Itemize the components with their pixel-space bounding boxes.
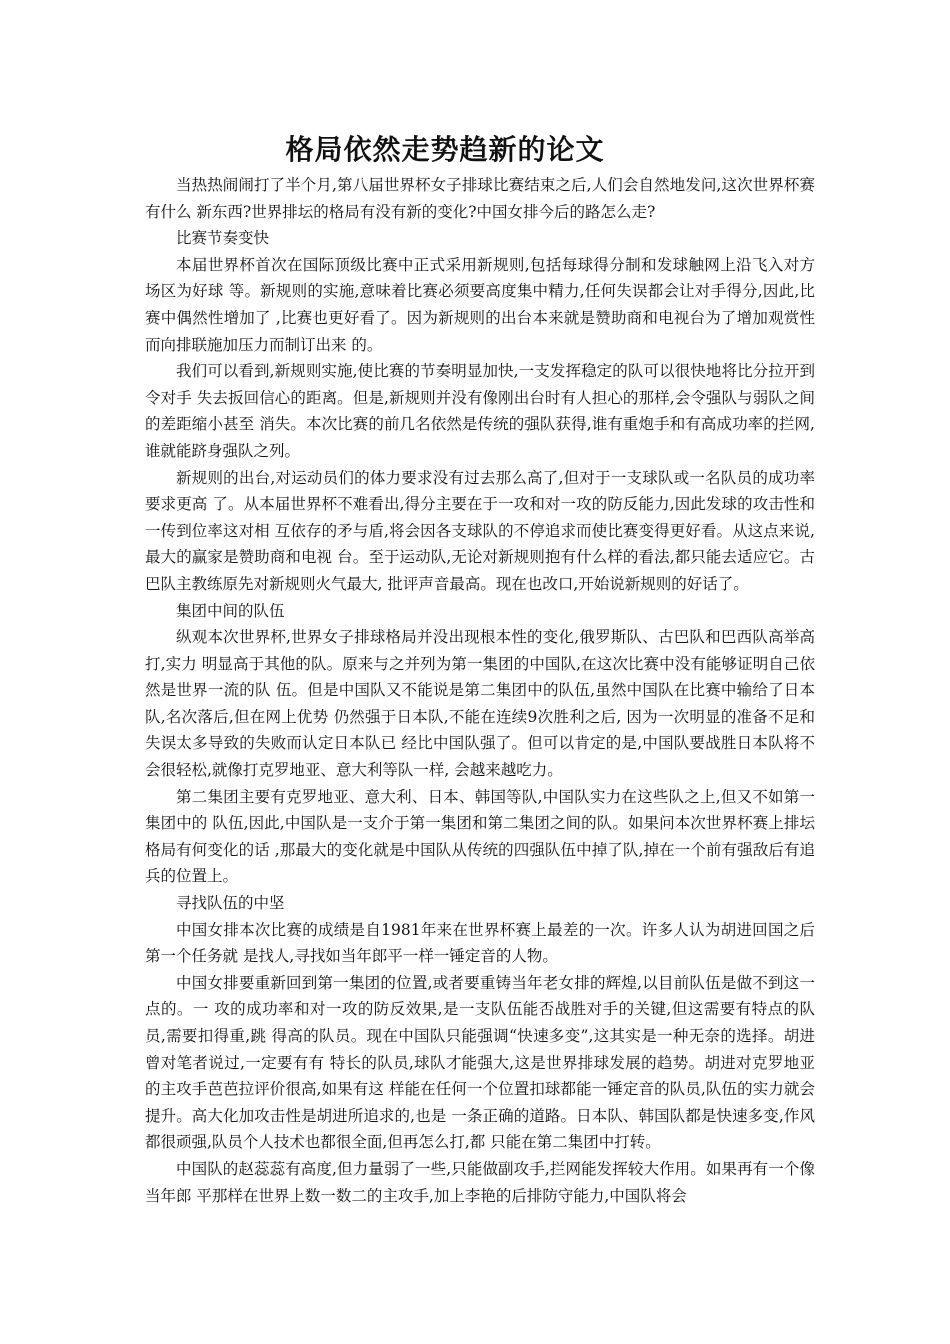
- section-heading: 比赛节奏变快: [176, 229, 270, 248]
- paragraph: 当热热闹闹打了半个月,第八届世界杯女子排球比赛结束之后,人们会自然地发问,这次世界杯赛有什么 新东西?世界排坛的格局有没有新的变化?中国女排今后的路怎么走?: [145, 176, 815, 221]
- paragraph: 纵观本次世界杯,世界女子排球格局并没出现根本性的变化,俄罗斯队、古巴队和巴西队高举高打,实力 明显高于其他的队。原来与之并列为第一集团的中国队,在这次比赛中没有能够证明自己依然是世界一流的队 伍。但是中国队又不能说是第二集团中的队伍,虽然中国队在比赛中输给了日本队,名次落后,但在网上优势 仍然强于日本队,不能在连续9次胜利之后, 因为一次明显的准备不足和失误太多导致的失败而认定日本队已 经比中国队强了。但可以肯定的是,中国队要战胜日本队将不会很轻松,就像打克罗地亚、意大利等队一样, 会越来越吃力。: [145, 628, 815, 780]
- paragraph: 中国队的赵蕊蕊有高度,但力量弱了一些,只能做副攻手,拦网能发挥较大作用。如果再有一个像当年郎 平那样在世界上数一数二的主攻手,加上李艳的后排防守能力,中国队将会: [145, 1159, 815, 1205]
- paragraph: 新规则的出台,对运动员们的体力要求没有过去那么高了,但对于一支球队或一名队员的成功率要求更高 了。从本届世界杯不难看出,得分主要在于一攻和对一攻的防反能力,因此发球的攻击性和一传到位率这对相 互依存的矛与盾,将会因各支球队的不停追求而使比赛变得更好看。从这点来说,最大的赢家是赞助商和电视 台。至于运动队,无论对新规则抱有什么样的看法,都只能去适应它。古巴队主教练原先对新规则火气最大, 批评声音最高。现在也改口,开始说新规则的好话了。: [145, 468, 815, 593]
- paragraph: 中国女排本次比赛的成绩是自1981年来在世界杯赛上最差的一次。许多人认为胡进回国之后第一个任务就 是找人,寻找如当年郎平一样一锤定音的人物。: [145, 920, 815, 966]
- paragraph: 本届世界杯首次在国际顶级比赛中正式采用新规则,包括每球得分制和发球触网上沿飞入对方场区为好球 等。新规则的实施,意味着比赛必须要高度集中精力,任何失误都会让对手得分,因此,比赛中偶然性增加了 ,比赛也更好看了。因为新规则的出台本来就是赞助商和电视台为了增加观赏性而向排联施加压力而制订出来 的。: [145, 255, 815, 354]
- section-heading: 寻找队伍的中坚: [176, 894, 285, 913]
- paragraph: 我们可以看到,新规则实施,使比赛的节奏明显加快,一支发挥稳定的队可以很快地将比分拉开到令对手 失去扳回信心的距离。但是,新规则并没有像刚出台时有人担心的那样,会令强队与弱队之间的差距缩小甚至 消失。本次比赛的前几名依然是传统的强队获得,谁有重炮手和有高成功率的拦网,谁就能跻身强队之列。: [145, 362, 815, 460]
- page-title: 格局依然走势趋新的论文: [285, 133, 605, 166]
- article-body: [145, 172, 815, 1209]
- section-heading: 集团中间的队伍: [176, 601, 285, 620]
- paragraph: 第二集团主要有克罗地亚、意大利、日本、韩国等队,中国队实力在这些队之上,但又不如第一集团中的 队伍,因此,中国队是一支介于第一集团和第二集团之间的队。如果问本次世界杯赛上排坛格局有何变化的话 ,那最大的变化就是中国队从传统的四强队伍中掉了队,掉在一个前有强敌后有追兵的位置上。: [145, 787, 815, 886]
- paragraph: 中国女排要重新回到第一集团的位置,或者要重铸当年老女排的辉煌,以目前队伍是做不到这一点的。一 攻的成功率和对一攻的防反效果,是一支队伍能否战胜对手的关键,但这需要有特点的队员,需要扣得重,跳 得高的队员。现在中国队只能强调“快速多变”,这其实是一种无奈的选择。胡进曾对笔者说过,一定要有有 特长的队员,球队才能强大,这是世界排球发展的趋势。胡进对克罗地亚的主攻手芭芭拉评价很高,如果有这 样能在任何一个位置扣球都能一锤定音的队员,队伍的实力就会提升。高大化加攻击性是胡进所追求的,也是 一条正确的道路。日本队、韩国队都是快速多变,作风都很顽强,队员个人技术也都很全面,但再怎么打,都 只能在第二集团中打转。: [145, 973, 815, 1152]
